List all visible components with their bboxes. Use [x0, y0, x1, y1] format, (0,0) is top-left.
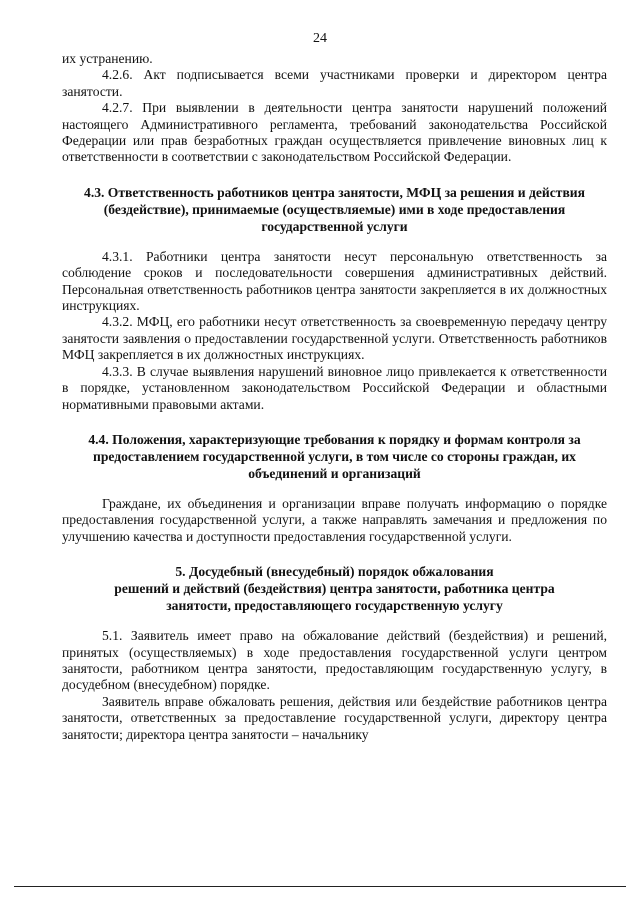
- document-body: [62, 51, 607, 743]
- section-heading-5-line-2: решений и действий (бездействия) центра занятости, работника центра: [114, 581, 555, 597]
- section-heading-5-line-3: занятости, предоставляющего государственную услугу: [166, 598, 503, 614]
- paragraph-5-1: 5.1. Заявитель имеет право на обжалование действий (бездействия) и решений, принятых (осуществляемых) в ходе предоставления государственной услуги центром занятости, работником центра занятости, предоставляющим государственную услугу, в досудебном (внесудебном) порядке.: [62, 628, 607, 693]
- paragraph-4-2-6: 4.2.6. Акт подписывается всеми участниками проверки и директором центра занятости.: [62, 67, 607, 99]
- paragraph-4-3-1: 4.3.1. Работники центра занятости несут персональную ответственность за соблюдение сроков и последовательности совершения административных действий. Персональная ответственность работников центра занятости закрепляется в их должностных инструкциях.: [62, 248, 607, 314]
- paragraph-appeal-rights: Заявитель вправе обжаловать решения, действия или бездействие работников центра занятости, ответственных за предоставление государственной услуги, директору центра занятости; директора центра занятости – начальнику: [62, 693, 607, 742]
- section-heading-4-3: 4.3. Ответственность работников центра занятости, МФЦ за решения и действия (бездействие), принимаемые (осуществляемые) ими в ходе предоставления государственной услуги: [84, 184, 585, 234]
- section-heading-5: [62, 563, 607, 614]
- section-heading-4-4: 4.4. Положения, характеризующие требования к порядку и формам контроля за предоставлением государственной услуги, в том числе со стороны граждан, их объединений и организаций: [88, 431, 581, 481]
- paragraph-4-2-7: 4.2.7. При выявлении в деятельности центра занятости нарушений положений настоящего Административного регламента, требований законодательства Российской Федерации или прав безработных граждан осуществляется привлечение виновных лиц к ответственности в соответствии с законодательством Российской Федерации.: [62, 100, 607, 165]
- bottom-rule: [14, 886, 626, 887]
- paragraph-continuation: их устранению.: [62, 51, 153, 66]
- section-heading-5-line-1: 5. Досудебный (внесудебный) порядок обжалования: [175, 564, 494, 580]
- paragraph-citizens-info: Граждане, их объединения и организации вправе получать информацию о порядке предоставления государственной услуги, а также направлять замечания и предложения по улучшению качества и доступности предоставления государственной услуги.: [62, 495, 607, 544]
- paragraph-4-3-2: 4.3.2. МФЦ, его работники несут ответственность за своевременную передачу центру занятости заявления о предоставлении государственной услуги. Ответственность работников МФЦ закрепляется в их должностных инструкциях.: [62, 314, 607, 363]
- page-number: 24: [313, 31, 327, 46]
- paragraph-4-3-3: 4.3.3. В случае выявления нарушений виновное лицо привлекается к ответственности в порядке, установленном законодательством Российской Федерации и областными нормативными правовыми актами.: [62, 363, 607, 412]
